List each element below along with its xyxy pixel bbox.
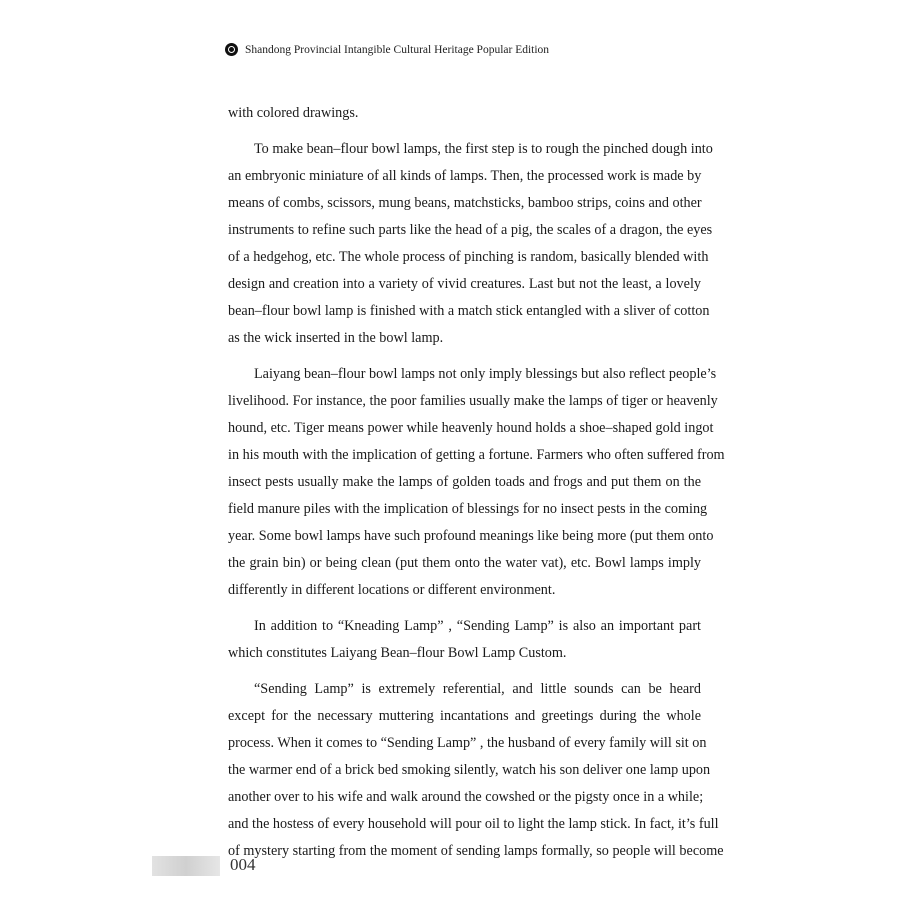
text-line: To make bean–flour bowl lamps, the first step is to rough the pinched dough into [254, 141, 713, 157]
text-line: the warmer end of a brick bed smoking silently, watch his son deliver one lamp upon [228, 762, 711, 778]
text-line: instruments to refine such parts like the head of a pig, the scales of a dragon, the eyes [228, 222, 713, 238]
text-line: livelihood. For instance, the poor families usually make the lamps of tiger or heavenly [228, 393, 718, 409]
text-line: bean–flour bowl lamp is finished with a match stick entangled with a sliver of cotton [228, 303, 710, 319]
header-title: Shandong Provincial Intangible Cultural Heritage Popular Edition [245, 43, 550, 56]
page-number-bar [152, 856, 220, 876]
running-header [225, 43, 549, 56]
paragraph [228, 678, 724, 867]
text-line: of a hedgehog, etc. The whole process of pinching is random, basically blended with [228, 249, 709, 265]
text-line: the grain bin) or being clean (put them onto the water vat), etc. Bowl lamps imply [228, 555, 701, 571]
text-line: of mystery starting from the moment of sending lamps formally, so people will become [228, 843, 724, 859]
emblem-icon [225, 43, 238, 56]
text-line: In addition to “Kneading Lamp” , “Sending Lamp” is also an important part [254, 618, 701, 634]
text-line: as the wick inserted in the bowl lamp. [228, 330, 444, 346]
text-line: Laiyang bean–flour bowl lamps not only imply blessings but also reflect people’s [254, 366, 717, 382]
text-line: process. When it comes to “Sending Lamp” , the husband of every family will sit on [228, 735, 707, 751]
text-line: in his mouth with the implication of getting a fortune. Farmers who often suffered from [228, 447, 725, 463]
text-line: design and creation into a variety of vivid creatures. Last but not the least, a lovely [228, 276, 701, 292]
body-text [228, 102, 725, 876]
text-line: and the hostess of every household will pour oil to light the lamp stick. In fact, it’s full [228, 816, 719, 832]
text-line: field manure piles with the implication of blessings for no insect pests in the coming [228, 501, 708, 517]
text-line: hound, etc. Tiger means power while heavenly hound holds a shoe–shaped gold ingot [228, 420, 714, 436]
text-line: differently in different locations or different environment. [228, 582, 556, 598]
text-line: an embryonic miniature of all kinds of lamps. Then, the processed work is made by [228, 168, 702, 184]
paragraph [228, 615, 701, 669]
text-line: year. Some bowl lamps have such profound meanings like being more (put them onto [228, 528, 714, 544]
text-line: with colored drawings. [228, 105, 359, 121]
paragraph [228, 102, 701, 129]
paragraph [228, 363, 725, 606]
text-line: insect pests usually make the lamps of golden toads and frogs and put them on the [228, 474, 701, 490]
page-number: 004 [230, 855, 256, 874]
text-line: “Sending Lamp” is extremely referential, and little sounds can be heard [254, 681, 701, 697]
text-line: another over to his wife and walk around the cowshed or the pigsty once in a while; [228, 789, 704, 805]
text-line: means of combs, scissors, mung beans, matchsticks, bamboo strips, coins and other [228, 195, 702, 211]
text-line: except for the necessary muttering incantations and greetings during the whole [228, 708, 701, 724]
text-line: which constitutes Laiyang Bean–flour Bowl Lamp Custom. [228, 645, 567, 661]
paragraph [228, 138, 713, 354]
